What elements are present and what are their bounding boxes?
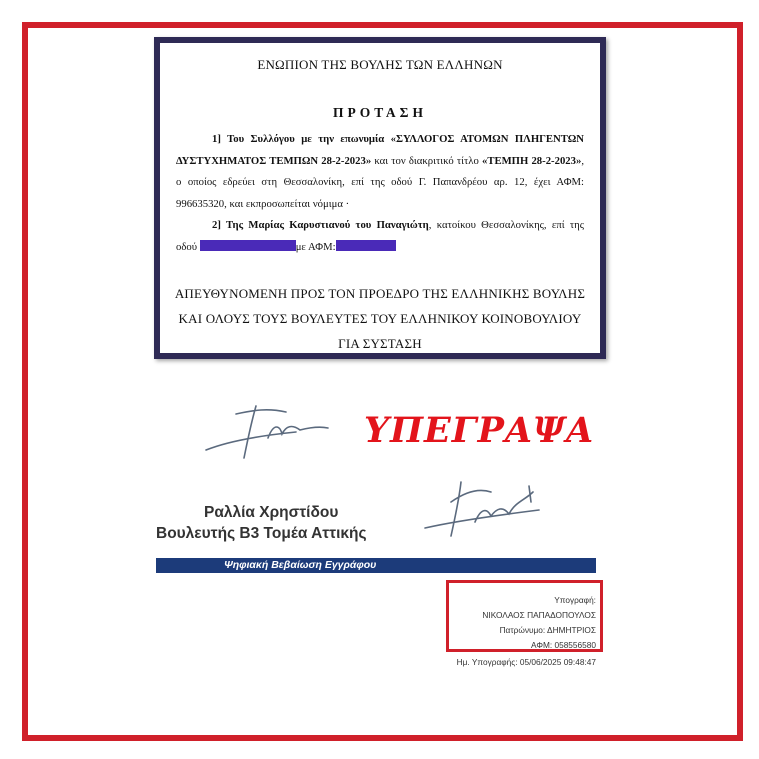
certification-bar-label: Ψηφιακή Βεβαίωση Εγγράφου — [224, 559, 377, 571]
paragraph-1-mid: και τον διακριτικό τίτλο — [371, 154, 482, 167]
signature-panel — [156, 380, 604, 672]
petition-paragraph-1 — [176, 129, 584, 215]
digital-certification-bar — [156, 558, 596, 573]
redaction-afm — [336, 240, 396, 251]
paragraph-1-bold: Του Συλλόγου με την επωνυμία «ΣΥΛΛΟΓΟΣ ΑΤΟΜΩΝ ΠΛΗΓΕΝΤΩΝ ΔΥΣΤΥΧΗΜΑΤΟΣ ΤΕΜΠΩΝ 28-2-2023» — [176, 133, 584, 167]
mp-role: Βουλευτής Β3 Τομέα Αττικής — [156, 525, 367, 542]
mp-name: Ραλλία Χρηστίδου — [204, 504, 339, 521]
signature-label: Υπογραφή: — [554, 595, 596, 605]
signer-name: ΝΙΚΟΛΑΟΣ ΠΑΠΑΔΟΠΟΥΛΟΣ — [482, 610, 596, 620]
petition-addressee: ΑΠΕΥΘΥΝΟΜΕΝΗ ΠΡΟΣ ΤΟΝ ΠΡΟΕΔΡΟ ΤΗΣ ΕΛΛΗΝΙΚΗΣ ΒΟΥΛΗΣ ΚΑΙ ΟΛΟΥΣ ΤΟΥΣ ΒΟΥΛΕΥΤΕΣ ΤΟΥ ΕΛΛΗΝΙΚΟΥ ΚΟΙΝΟΒΟΥΛΙΟΥ ΓΙΑ ΣΥΣΤΑΣΗ — [174, 286, 586, 351]
petition-title: ΠΡΟΤΑΣΗ — [332, 105, 428, 120]
paragraph-1-title: «ΤΕΜΠΗ 28-2-2023» — [481, 154, 582, 167]
paragraph-1-rest: , ο οποίος εδρεύει στη Θεσσαλονίκη, επί της οδού Γ. Παπανδρέου αρ. 12, έχει ΑΦΜ: 996635320, και εκπροσωπείται νόμιμα · — [176, 154, 584, 210]
handwritten-signature-1 — [196, 398, 336, 464]
paragraph-2-rest: , κατοίκου Θεσσαλονίκης, επί της οδού — [176, 219, 584, 253]
signer-afm: ΑΦΜ: 058556580 — [531, 640, 596, 650]
petition-body — [176, 129, 584, 258]
handwritten-signature-2 — [421, 472, 543, 542]
petition-heading: ΕΝΩΠΙΟΝ ΤΗΣ ΒΟΥΛΗΣ ΤΩΝ ΕΛΛΗΝΩΝ — [257, 57, 503, 72]
paragraph-2-bold: 2] Της Μαρίας Καρυστιανού του Παναγιώτη — [212, 219, 429, 231]
signature-info-box — [446, 580, 603, 652]
signed-stamp: ΥΠΕΓΡΑΨΑ — [364, 410, 595, 451]
signature-date: Ημ. Υπογραφής: 05/06/2025 09:48:47 — [456, 657, 596, 667]
redaction-address — [200, 240, 296, 251]
paragraph-1-number: 1] — [212, 133, 221, 145]
paragraph-2-afm: με ΑΦΜ: — [295, 240, 336, 253]
signer-father-name: Πατρώνυμο: ΔΗΜΗΤΡΙΟΣ — [499, 625, 596, 635]
petition-document — [154, 37, 606, 359]
petition-paragraph-2 — [176, 215, 584, 258]
